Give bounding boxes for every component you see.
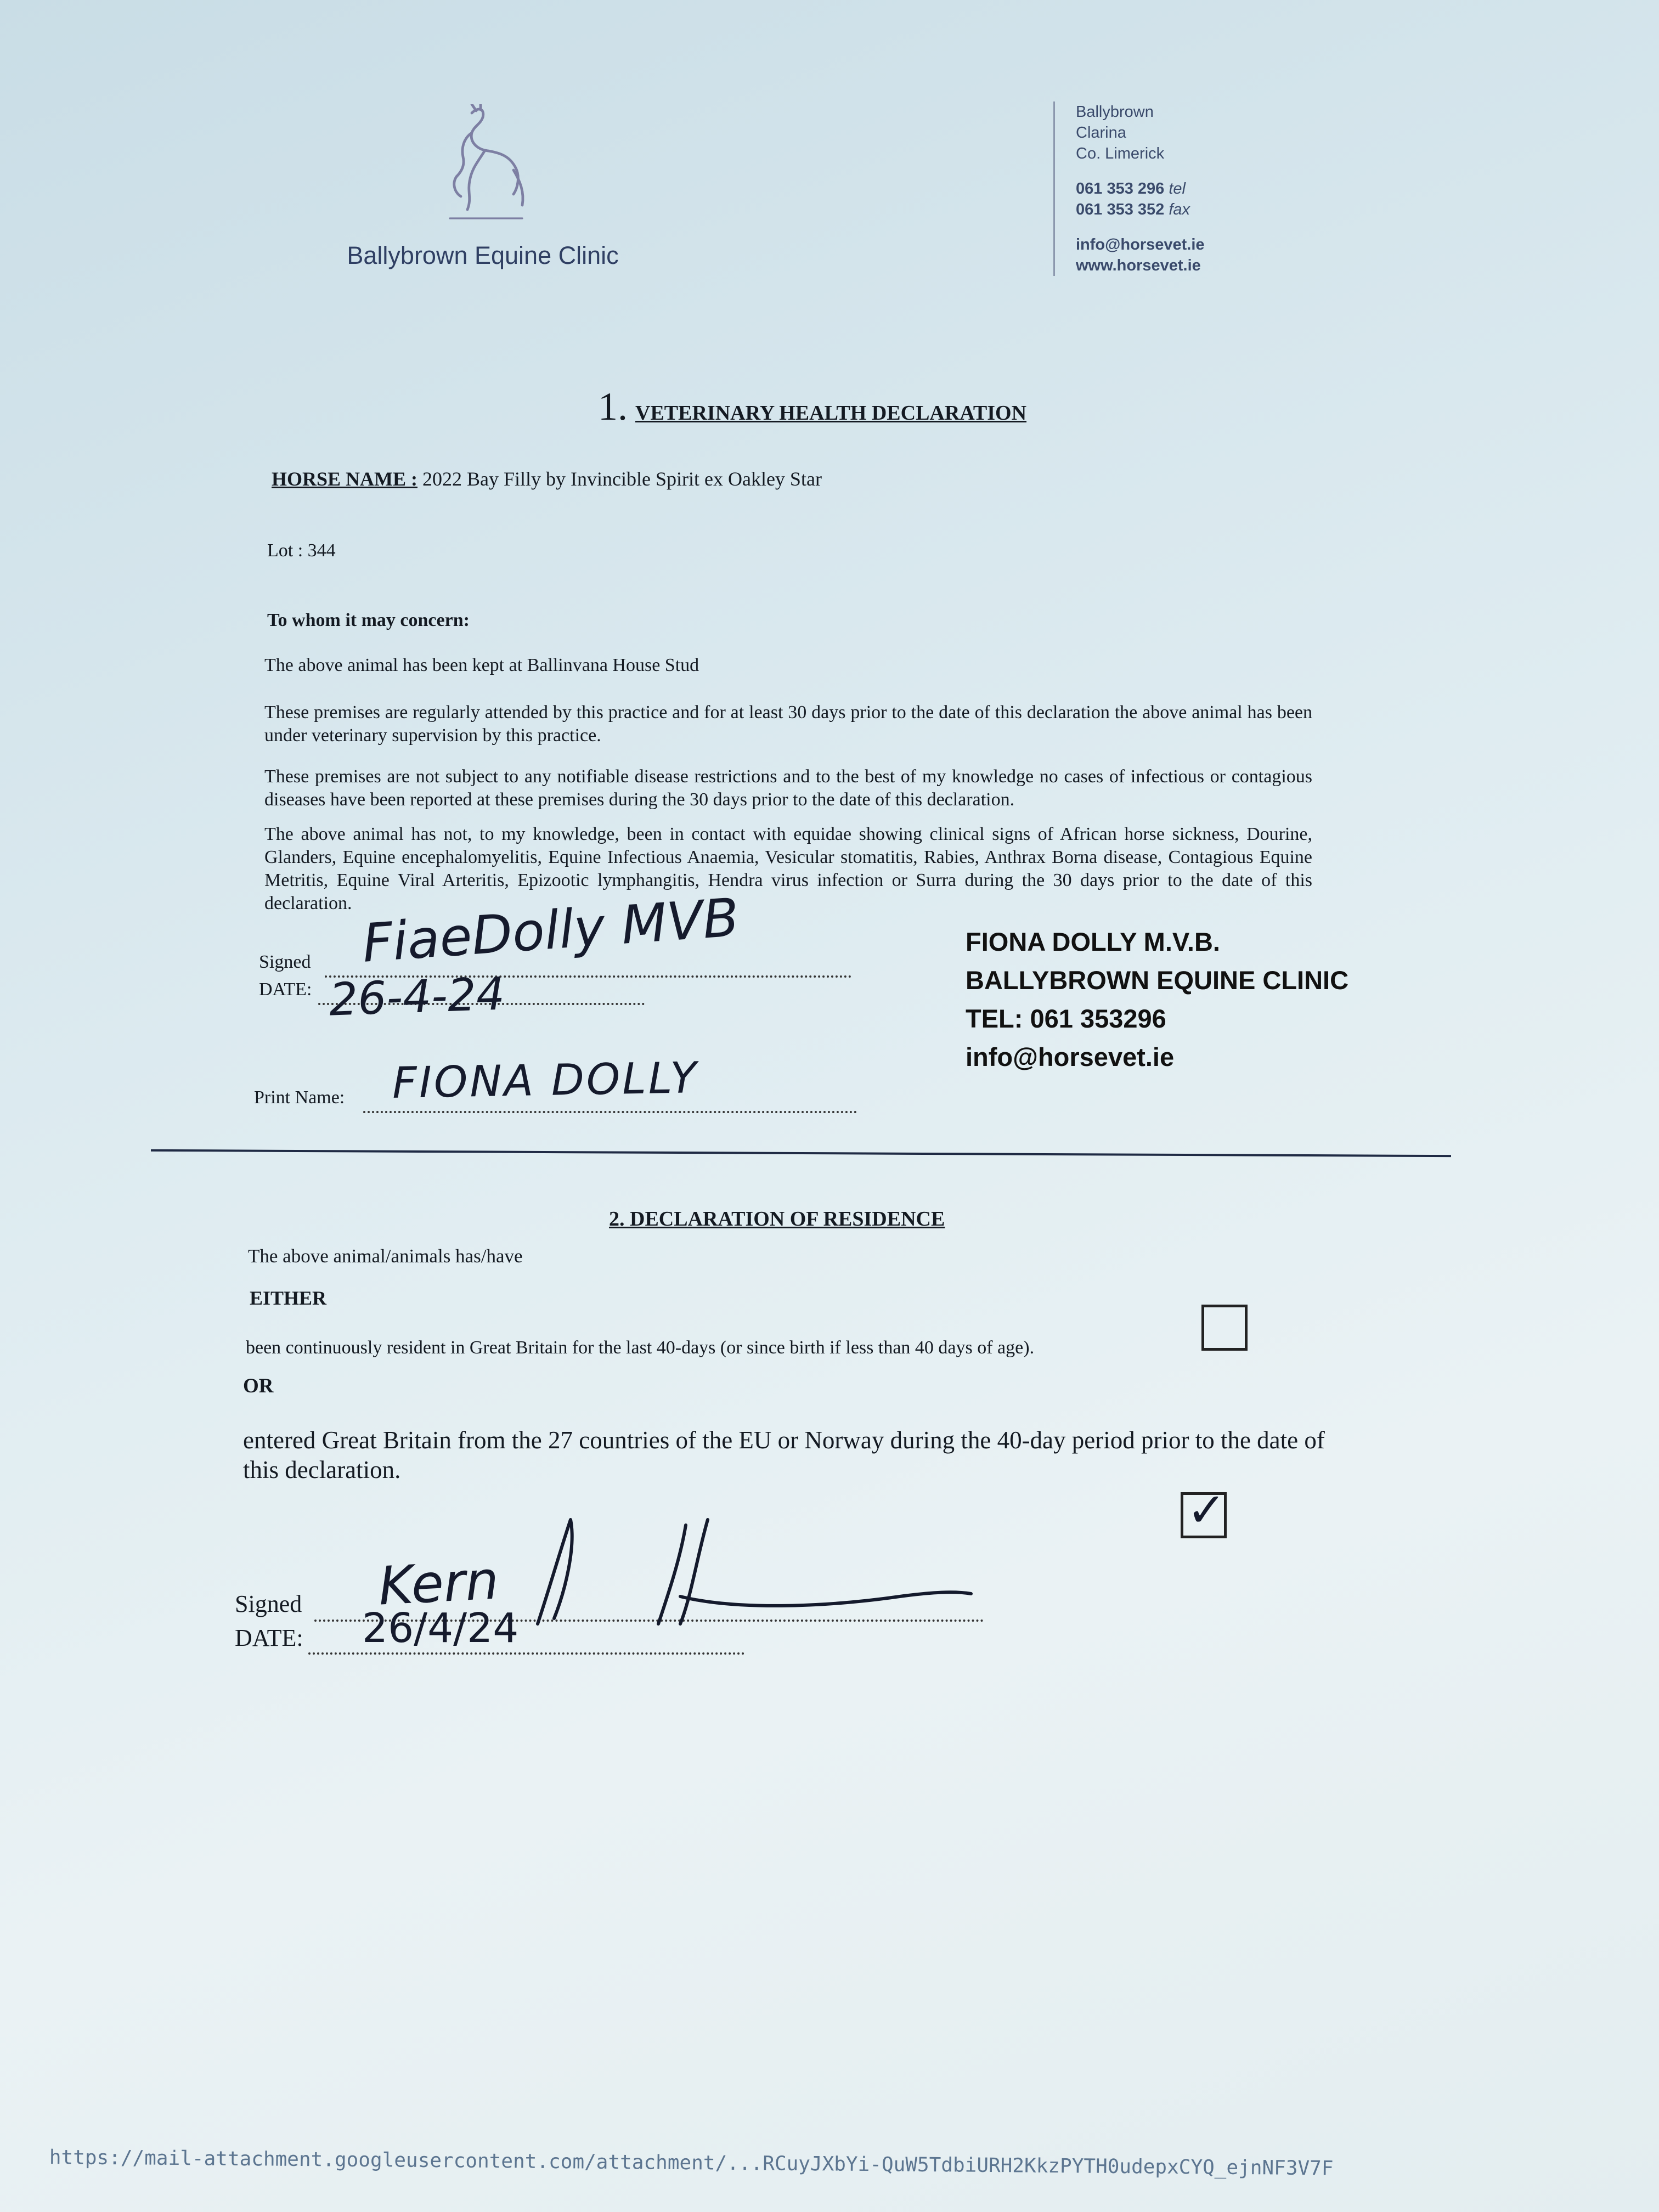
clinic-name: Ballybrown Equine Clinic — [347, 241, 619, 269]
stamp-line: info@horsevet.ie — [966, 1042, 1175, 1071]
or-label: OR — [243, 1375, 274, 1397]
vet-signed-label: Signed — [259, 952, 311, 972]
fax-label: fax — [1169, 201, 1190, 218]
section1-title: VETERINARY HEALTH DECLARATION — [635, 402, 1027, 425]
horse-logo-icon — [428, 104, 538, 230]
section-divider — [151, 1149, 1451, 1157]
salutation: To whom it may concern: — [267, 610, 470, 630]
vet-signature: FiaeDolly MVB — [360, 887, 741, 974]
tel-number: 061 353 296 — [1076, 180, 1165, 198]
vet-date-value: 26-4-24 — [328, 968, 506, 1026]
owner-date-value: 26/4/24 — [362, 1605, 519, 1652]
vet-stamp — [966, 923, 1348, 1076]
address-line: Clarina — [1076, 124, 1126, 142]
stamp-line: TEL: 061 353296 — [966, 1004, 1166, 1033]
print-name-value: FIONA DOLLY — [392, 1053, 699, 1108]
vet-date-label: DATE: — [259, 979, 312, 1000]
tel-label: tel — [1169, 180, 1186, 198]
paragraph-premises: These premises are not subject to any notifiable disease restrictions and to the best of my knowledge no cases of infectious or contagious diseases have been reported at these premises during the 30 days prior to the date of this declaration. — [264, 766, 1312, 810]
horse-name-line — [272, 467, 822, 490]
clinic-email: info@horsevet.ie — [1076, 236, 1205, 253]
owner-date-label: DATE: — [235, 1624, 303, 1651]
clinic-address-block — [1053, 101, 1205, 276]
section1-heading — [598, 384, 1026, 430]
option2-checkbox[interactable] — [1181, 1483, 1227, 1538]
section2-intro: The above animal/animals has/have — [248, 1245, 523, 1267]
horse-name-value: 2022 Bay Filly by Invincible Spirit ex Oakley Star — [417, 468, 822, 490]
horse-name-label: HORSE NAME : — [272, 468, 418, 490]
owner-signed-label: Signed — [235, 1590, 302, 1617]
option1-text: been continuously resident in Great Britain for the last 40-days (or since birth if less than 40 days of age). — [246, 1338, 1035, 1358]
owner-signature: Kern — [377, 1549, 500, 1617]
owner-signature-flourish — [516, 1514, 998, 1635]
footer-url: https://mail-attachment.googleusercontent.com/attachment/...RCuyJXbYi-QuW5TdbiURH2KkzPYTH0udepxCYQ_ejnNF3V7F — [49, 2146, 1334, 2180]
print-name-label: Print Name: — [254, 1087, 345, 1108]
address-line: Ballybrown — [1076, 103, 1154, 121]
fax-number: 061 353 352 — [1076, 201, 1165, 218]
paragraph-kept: The above animal has been kept at Ballinvana House Stud — [264, 655, 699, 675]
paragraph-attended: These premises are regularly attended by this practice and for at least 30 days prior to the date of this declaration the above animal has been under veterinary supervision by this practice. — [264, 702, 1312, 746]
print-name-line — [363, 1111, 857, 1113]
section2-title: 2. DECLARATION OF RESIDENCE — [609, 1207, 945, 1231]
clinic-website: www.horsevet.ie — [1076, 257, 1201, 274]
section1-number: 1. — [598, 385, 628, 428]
lot-number: Lot : 344 — [267, 540, 336, 561]
address-line: Co. Limerick — [1076, 145, 1165, 162]
either-label: EITHER — [250, 1287, 327, 1309]
option2-text: entered Great Britain from the 27 countries of the EU or Norway during the 40-day period prior to the date of this declaration. — [243, 1426, 1325, 1483]
checkmark-icon: ✓ — [1187, 1483, 1227, 1538]
paragraph-contact: The above animal has not, to my knowledge, been in contact with equidae showing clinical signs of African horse sickness, Dourine, Glanders, Equine encephalomyelitis, Equine Infectious Anaemia, Vesicular stomatitis, Rabies, Anthrax Borna disease, Contagious Equine Metritis, Equine Viral Arteritis, Epizootic lymphangitis, Hendra virus infection or Surra during the 30 days prior to the date of this declaration. — [264, 824, 1312, 913]
stamp-line: FIONA DOLLY M.V.B. — [966, 927, 1220, 956]
stamp-line: BALLYBROWN EQUINE CLINIC — [966, 966, 1349, 995]
option1-checkbox[interactable] — [1201, 1305, 1248, 1351]
owner-date-line — [308, 1652, 744, 1655]
